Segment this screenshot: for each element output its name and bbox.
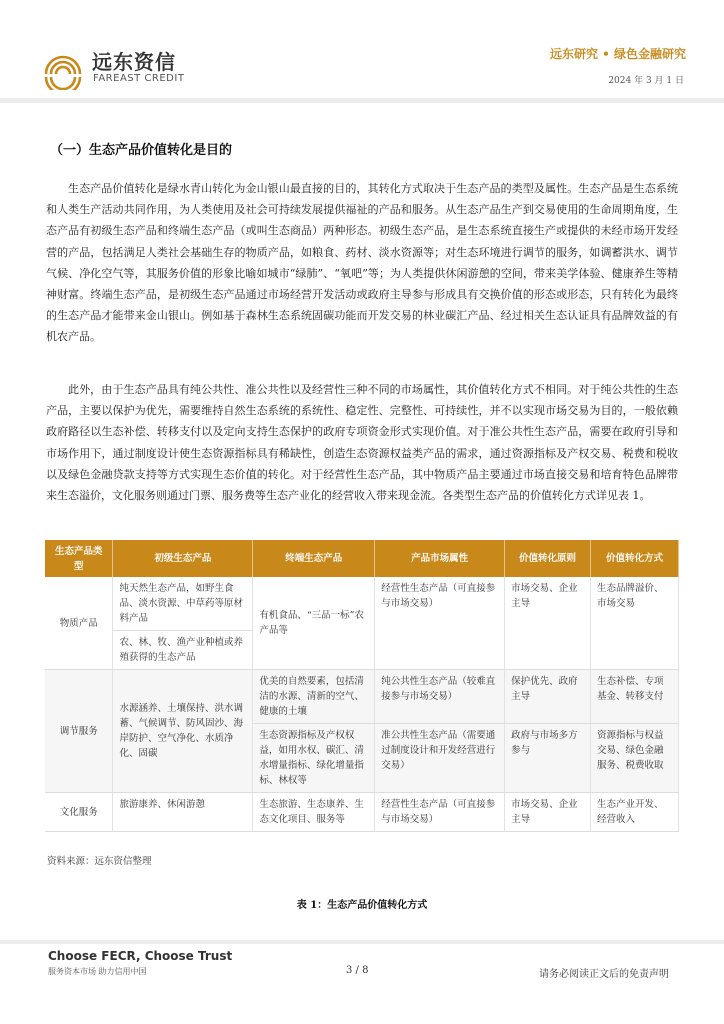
footer-slogan-cn: 服务资本市场 助力信用中国 [48,967,147,976]
table-cell: 生态品牌溢价、市场交易 [591,577,679,670]
table-cell: 经营性生态产品（可直接参与市场交易） [375,577,505,670]
table-cell: 水源涵养、土壤保持、洪水调蓄、气候调节、防风固沙、海岸防护、空气净化、水质净化、固碳 [113,670,253,793]
table-cell: 生态产业开发、经营收入 [591,793,679,832]
category-cell: 物质产品 [45,577,113,670]
table-source: 资料来源：远东资信整理 [47,856,152,867]
table-caption: 表 1：生态产品价值转化方式 [296,900,428,911]
value-conversion-table [45,540,679,832]
table-header-cell: 初级生态产品 [113,540,253,577]
footer-slogan-en: Choose FECR, Choose Trust [48,949,233,963]
table-cell: 纯天然生态产品，如野生食品、淡水资源、中草药等原材料产品 [113,577,253,631]
section-title: （一）生态产品价值转化是目的 [50,143,233,158]
paragraph-2: 此外，由于生态产品具有纯公共性、准公共性以及经营性三种不同的市场属性，其价值转化方式不相同。对于纯公共性的生态产品，主要以保护为优先，需要维持自然生态系统的系统性、稳定性、完整性、可持续性，并不以实现市场交易为目的，一般依赖政府路径以生态补偿、转移支付以及定向支持生态保护的政府专项资金形式实现价值。对于准公共性生态产品，需要在政府引导和市场作用下，通过制度设计使生态资源指标具有稀缺性，创造生态资源权益类产品的需求，通过资源指标及产权交易、税费和税收以及绿色金融贷款支持等方式实现生态价值的转化。对于经营性生态产品，其中物质产品主要通过市场直接交易和培育特色品牌带来生态溢价，文化服务则通过门票、服务费等生态产业化的经营收入带来现金流。各类型生态产品的价值转化方式详见表 1。 [46,383,678,503]
report-series: 远东研究 • 绿色金融研究 [549,47,686,61]
table-row-culture [45,793,679,832]
table-row-material [45,577,679,631]
table-cell: 旅游康养、休闲游憩 [113,793,253,832]
table-cell: 准公共性生态产品（需要通过制度设计和开发经营进行交易） [375,724,505,793]
table-cell: 政府与市场多方参与 [505,724,591,793]
table-cell: 市场交易、企业主导 [505,577,591,670]
table-header-cell: 价值转化方式 [591,540,679,577]
brand-name-cn: 远东资信 [92,50,176,74]
table-cell: 有机食品、“三品一标”农产品等 [253,577,375,670]
table-cell: 优美的自然要素，包括清洁的水源、清新的空气、健康的土壤 [253,670,375,724]
category-cell: 调节服务 [45,670,113,793]
header-divider [0,98,724,103]
table-header-cell: 产品市场属性 [375,540,505,577]
table-cell: 生态资源指标及产权权益，如用水权、碳汇、清水增量指标、绿化增量指标、林权等 [253,724,375,793]
table-header-cell: 生态产品类型 [45,540,113,577]
table-header-cell: 终端生态产品 [253,540,375,577]
report-date: 2024 年 3 月 1 日 [608,76,684,86]
table-cell: 资源指标与权益交易、绿色金融服务、税费收取 [591,724,679,793]
table-row-regulation [45,670,679,724]
table-header-row [45,540,679,577]
table-header-cell: 价值转化原则 [505,540,591,577]
fareast-logo-icon [40,44,86,90]
table-cell: 市场交易、企业主导 [505,793,591,832]
table-cell: 保护优先、政府主导 [505,670,591,724]
table-cell: 生态补偿、专项基金、转移支付 [591,670,679,724]
page-number: 3 / 8 [346,965,369,976]
footer-divider [0,940,724,944]
brand-name-en: FAREAST CREDIT [93,73,185,84]
table-cell: 农、林、牧、渔产业种植或养殖获得的生态产品 [113,631,253,670]
table-cell: 纯公共性生态产品（较难直接参与市场交易） [375,670,505,724]
paragraph-1: 生态产品价值转化是绿水青山转化为金山银山最直接的目的，其转化方式取决于生态产品的类型及属性。生态产品是生态系统和人类生产活动共同作用，为人类使用及社会可持续发展提供福祉的产品和服务。从生态产品生产到交易使用的生命周期角度，生态产品有初级生态产品和终端生态产品（或叫生态商品）两种形态。初级生态产品，是生态系统直接生产或提供的未经市场开发经营的产品，包括满足人类社会基础生存的物质产品，如粮食、药材、淡水资源等；对生态环境进行调节的服务，如调蓄洪水、调节气候、净化空气等，其服务价值的形象比喻如城市“绿肺”、“氧吧”等；为人类提供休闲游憩的空间，带来美学体验、健康养生等精神财富。终端生态产品，是初级生态产品通过市场经营开发活动或政府主导参与形成具有交换价值的形态或形态，只有转化为最终的生态产品才能带来金山银山。例如基于森林生态系统固碳功能而开发交易的林业碳汇产品、经过相关生态认证具有品牌效益的有机农产品。 [46,182,678,344]
table-cell: 经营性生态产品（可直接参与市场交易） [375,793,505,832]
disclaimer-note: 请务必阅读正文后的免责声明 [539,969,669,980]
table-cell: 生态旅游、生态康养、生态文化项目、服务等 [253,793,375,832]
page-header [0,0,724,103]
category-cell: 文化服务 [45,793,113,832]
